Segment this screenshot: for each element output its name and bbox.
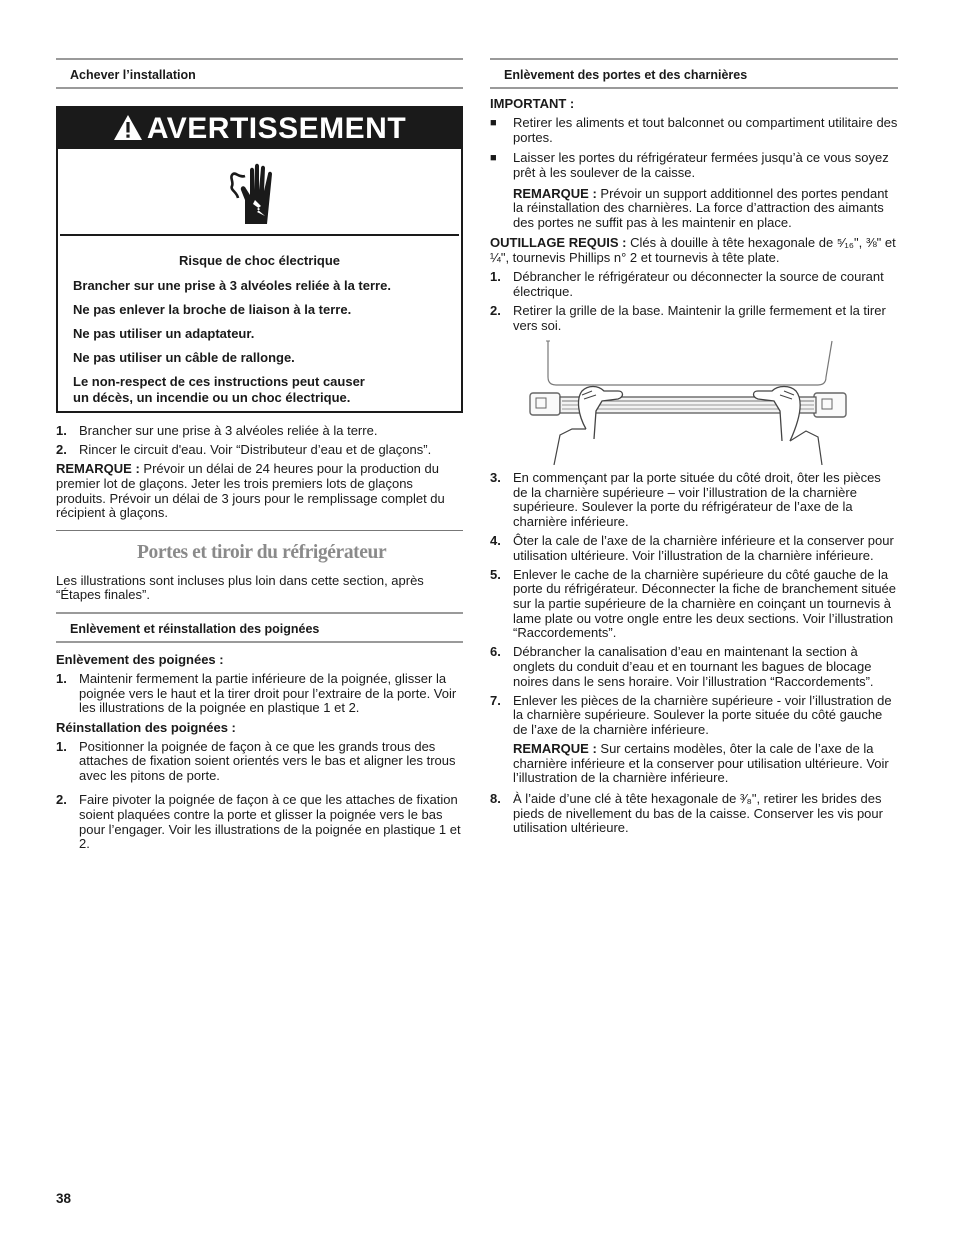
bullet-square-icon: ■ bbox=[490, 152, 497, 165]
list-item: ■ Retirer les aliments et tout balconnet ou compartiment utilitaire des portes. bbox=[490, 115, 898, 145]
important-label: IMPORTANT : bbox=[490, 96, 575, 111]
warning-line: Ne pas utiliser un adaptateur. bbox=[73, 325, 255, 341]
section-header-handles: Enlèvement et réinstallation des poignées bbox=[56, 612, 463, 643]
page-number: 38 bbox=[56, 1191, 72, 1206]
list-item: 1. Brancher sur une prise à 3 alvéoles reliée à la terre. bbox=[56, 423, 378, 438]
base-grille-hands-icon bbox=[526, 339, 856, 465]
warning-text bbox=[58, 242, 461, 405]
warning-line: Brancher sur une prise à 3 alvéoles reliée à la terre. bbox=[73, 277, 391, 293]
list-item: 2. Retirer la grille de la base. Maintenir la grille fermement et la tirer vers soi. bbox=[490, 302, 886, 333]
warning-title-bar bbox=[58, 108, 461, 149]
right-column bbox=[490, 58, 898, 840]
section-header-install: Achever l’installation bbox=[56, 58, 463, 89]
section-header-doors: Enlèvement des portes et des charnières bbox=[490, 58, 898, 89]
warning-box bbox=[56, 106, 463, 413]
note: REMARQUE : Sur certains modèles, ôter la cale de l’axe de la charnière inférieure et la conserver pour utilisation ultérieure. Voir l’illustration de la charnière inférieure. bbox=[513, 741, 889, 786]
list-item: 5. Enlever le cache de la charnière supérieure du côté gauche de la porte du réfrigérateur. Déconnecter la fiche de branchement située sur la partie supérieure de la charnière en coinçant un tournevis à lame plate ou votre ongle entre les deux sections. Voir l’illustration “Raccordements”. bbox=[490, 566, 897, 641]
electric-shock-hand-icon bbox=[223, 160, 287, 230]
bullet-square-icon: ■ bbox=[490, 117, 497, 130]
subheading: Enlèvement des poignées : bbox=[56, 651, 224, 667]
warning-icon-panel bbox=[60, 149, 459, 236]
section-title: Portes et tiroir du réfrigérateur bbox=[137, 541, 387, 563]
warning-line: Ne pas utiliser un câble de rallonge. bbox=[73, 350, 295, 366]
list-item: 6. Débrancher la canalisation d’eau en maintenant la section à onglets du conduit d’eau et en tournant les bagues de blocage noires dans le sens horaire. Voir l’illustration “Raccordements”. bbox=[490, 644, 874, 689]
warning-line: Ne pas enlever la broche de liaison à la terre. bbox=[73, 301, 352, 317]
list-item: 1. Maintenir fermement la partie inférieure de la poignée, glisser la poignée vers le haut et la tirer droit pour l’extraire de la porte. Voir les illustrations de la poignée en plastique 1 et 2. bbox=[56, 671, 457, 716]
list-item: 2. Rincer le circuit d'eau. Voir “Distributeur d’eau et de glaçons”. bbox=[56, 442, 432, 458]
tools-required: OUTILLAGE REQUIS : Clés à douille à tête hexagonale de ⁵⁄₁₆", ⅜" et ¼", tournevis Phillips n° 2 et tournevis à tête plate. bbox=[490, 235, 896, 265]
list-item: 2. Faire pivoter la poignée de façon à ce que les attaches de fixation soient plaquées contre la porte et glisser la poignée vers le bas pour l’engager. Voir les illustrations de la poignée en plastique 1 et 2. bbox=[56, 792, 461, 852]
warning-risk: Risque de choc électrique bbox=[178, 253, 341, 268]
list-item: ■ Laisser les portes du réfrigérateur fermées jusqu’à ce vous soyez prêt à les soulever de la caisse. bbox=[490, 150, 889, 180]
subheading: Réinstallation des poignées : bbox=[56, 719, 236, 735]
note: REMARQUE : Prévoir un support additionnel des portes pendant la réinstallation des charnières. La force d’attraction des aimants des portes ne suffit pas à les maintenir en place. bbox=[513, 185, 889, 230]
list-item: 4. Ôter la cale de l’axe de la charnière inférieure et la conserver pour utilisation ultérieure. Voir l’illustration de la charnière inférieure. bbox=[490, 533, 894, 563]
warning-triangle-icon bbox=[113, 114, 143, 141]
list-item: 1. Positionner la poignée de façon à ce que les grands trous des attaches de fixation soient orientés vers le bas et aligner les trous avec les pitons de porte. bbox=[56, 738, 456, 783]
list-item: 7. Enlever les pièces de la charnière supérieure - voir l’illustration de la charnière supérieure. Soulever la porte située du côté gauche de l’axe de la charnière inférieure. bbox=[490, 692, 892, 737]
left-column bbox=[56, 58, 463, 852]
list-item: 1. Débrancher le réfrigérateur ou déconnecter la source de courant électrique. bbox=[490, 269, 884, 299]
divider bbox=[56, 530, 463, 531]
grille-removal-illustration bbox=[490, 339, 898, 467]
section-intro: Les illustrations sont incluses plus loin dans cette section, après “Étapes finales”. bbox=[56, 572, 424, 603]
warning-title: AVERTISSEMENT bbox=[146, 112, 407, 145]
list-item: 8. À l’aide d’une clé à tête hexagonale de ³⁄₈", retirer les brides des pieds de nivellement du bas de la caisse. Conserver les vis pour utilisation ultérieure. bbox=[490, 790, 883, 836]
warning-line-final: Le non-respect de ces instructions peut causer un décès, un incendie ou un choc électrique. bbox=[73, 374, 365, 405]
note: REMARQUE : Prévoir un délai de 24 heures pour la production du premier lot de glaçons. Jeter les trois premiers lots de glaçons produits. Prévoir un délai de 3 jours pour le remplissage complet du récipient à glaçons. bbox=[56, 461, 445, 521]
list-item: 3. En commençant par la porte située du côté droit, ôter les pièces de la charnière supérieure – voir l’illustration de la charnière supérieure. Soulever la porte du réfrigérateur de l’axe de la charnière inférieure. bbox=[490, 470, 881, 529]
